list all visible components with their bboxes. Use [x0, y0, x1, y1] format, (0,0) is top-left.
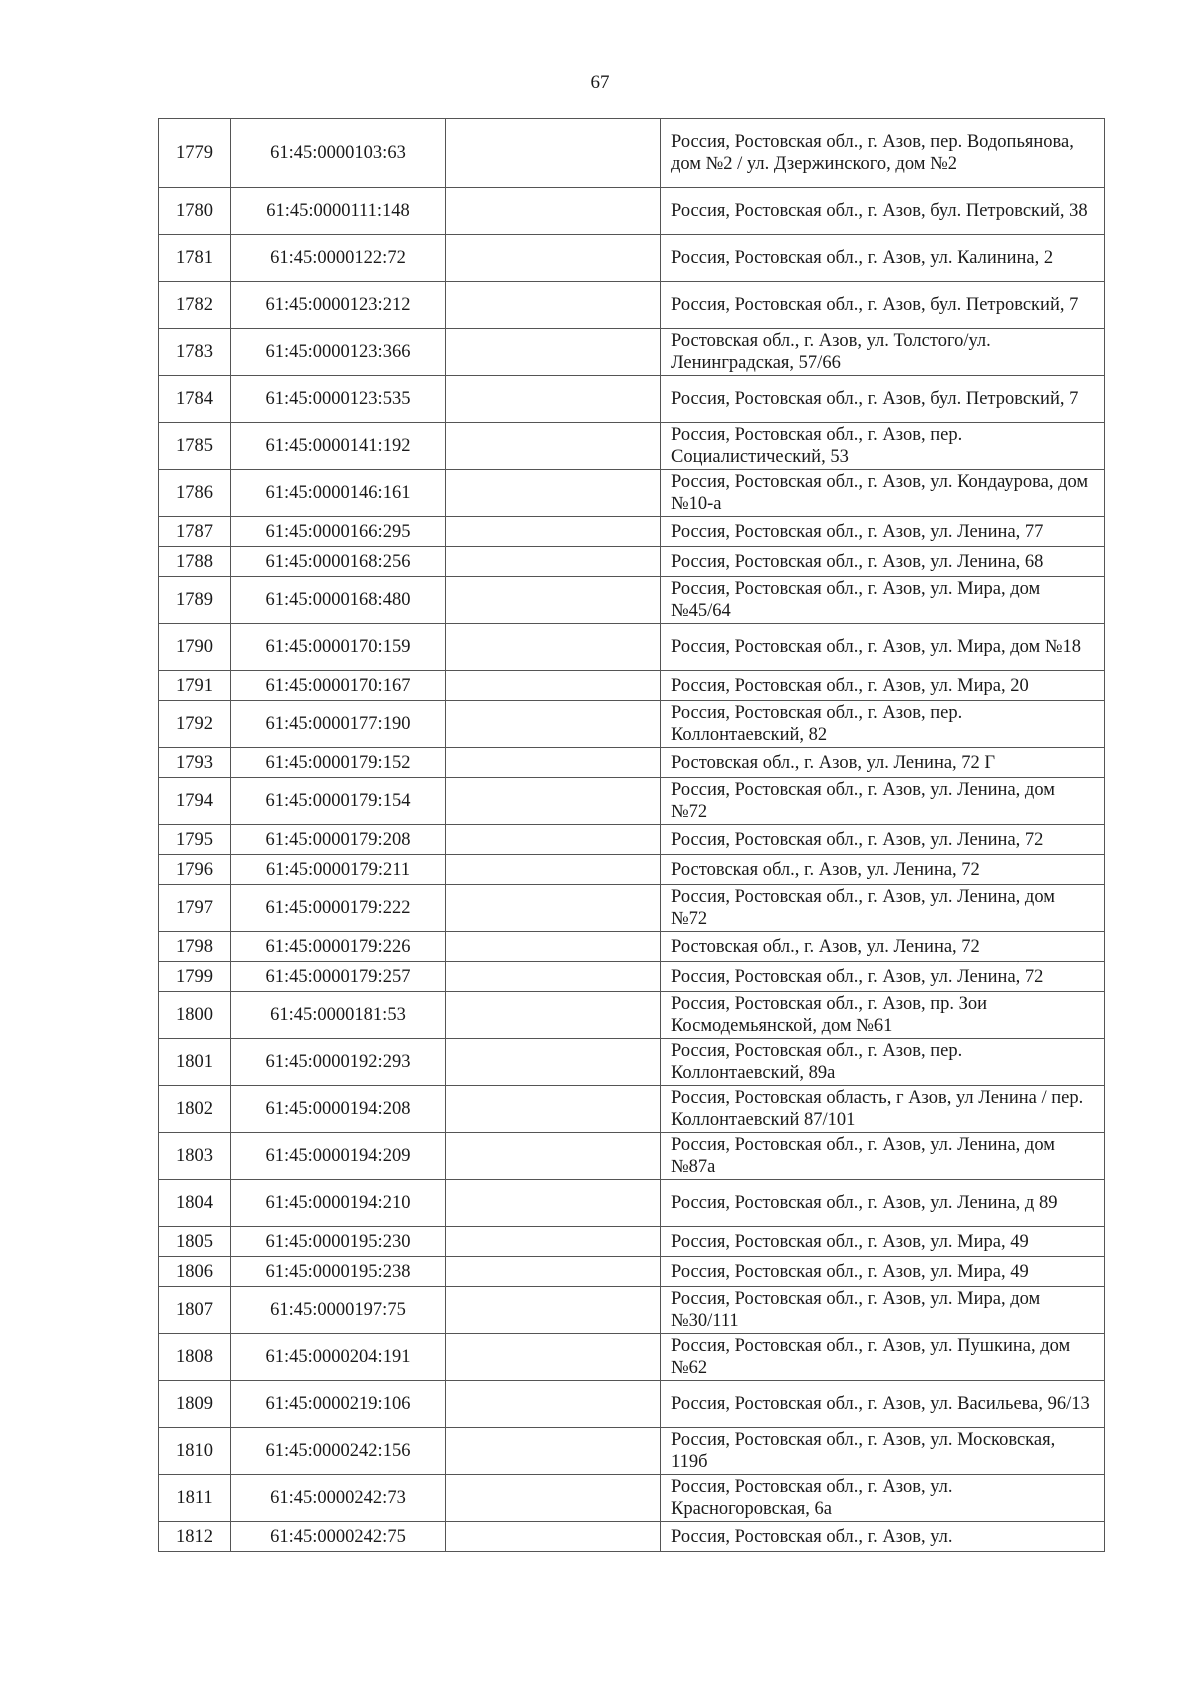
empty-cell — [446, 329, 661, 376]
row-number-cell: 1812 — [159, 1522, 231, 1552]
empty-cell — [446, 701, 661, 748]
row-number-cell: 1792 — [159, 701, 231, 748]
address-cell: Россия, Ростовская обл., г. Азов, ул. Мира, дом №18 — [661, 624, 1105, 671]
empty-cell — [446, 992, 661, 1039]
empty-cell — [446, 1522, 661, 1552]
cadastral-number-cell: 61:45:0000197:75 — [231, 1287, 446, 1334]
cadastral-number-cell: 61:45:0000181:53 — [231, 992, 446, 1039]
empty-cell — [446, 825, 661, 855]
address-cell: Россия, Ростовская область, г Азов, ул Ленина / пер. Коллонтаевский 87/101 — [661, 1086, 1105, 1133]
cadastral-number-cell: 61:45:0000195:238 — [231, 1257, 446, 1287]
row-number-cell: 1791 — [159, 671, 231, 701]
row-number-cell: 1788 — [159, 547, 231, 577]
empty-cell — [446, 577, 661, 624]
empty-cell — [446, 885, 661, 932]
empty-cell — [446, 517, 661, 547]
row-number-cell: 1799 — [159, 962, 231, 992]
cadastral-number-cell: 61:45:0000179:257 — [231, 962, 446, 992]
row-number-cell: 1794 — [159, 778, 231, 825]
cadastral-number-cell: 61:45:0000179:154 — [231, 778, 446, 825]
address-cell: Россия, Ростовская обл., г. Азов, ул. Кондаурова, дом №10-а — [661, 470, 1105, 517]
table-row — [159, 748, 1105, 778]
address-cell: Россия, Ростовская обл., г. Азов, ул. Мира, дом №30/111 — [661, 1287, 1105, 1334]
empty-cell — [446, 1180, 661, 1227]
row-number-cell: 1810 — [159, 1428, 231, 1475]
row-number-cell: 1780 — [159, 188, 231, 235]
cadastral-number-cell: 61:45:0000179:222 — [231, 885, 446, 932]
table-row — [159, 1428, 1105, 1475]
cadastral-number-cell: 61:45:0000141:192 — [231, 423, 446, 470]
row-number-cell: 1803 — [159, 1133, 231, 1180]
address-cell: Ростовская обл., г. Азов, ул. Ленина, 72 — [661, 932, 1105, 962]
empty-cell — [446, 671, 661, 701]
table-row — [159, 423, 1105, 470]
row-number-cell: 1801 — [159, 1039, 231, 1086]
empty-cell — [446, 932, 661, 962]
address-cell: Россия, Ростовская обл., г. Азов, ул. Калинина, 2 — [661, 235, 1105, 282]
cadastral-number-cell: 61:45:0000123:212 — [231, 282, 446, 329]
cadastral-number-cell: 61:45:0000168:256 — [231, 547, 446, 577]
address-cell: Россия, Ростовская обл., г. Азов, бул. Петровский, 38 — [661, 188, 1105, 235]
table-row — [159, 855, 1105, 885]
address-cell: Россия, Ростовская обл., г. Азов, ул. Васильева, 96/13 — [661, 1381, 1105, 1428]
empty-cell — [446, 1039, 661, 1086]
table-row — [159, 470, 1105, 517]
empty-cell — [446, 1257, 661, 1287]
row-number-cell: 1785 — [159, 423, 231, 470]
table-row — [159, 992, 1105, 1039]
address-cell: Россия, Ростовская обл., г. Азов, ул. Московская, 119б — [661, 1428, 1105, 1475]
cadastral-number-cell: 61:45:0000242:75 — [231, 1522, 446, 1552]
cadastral-number-cell: 61:45:0000179:226 — [231, 932, 446, 962]
address-cell: Россия, Ростовская обл., г. Азов, ул. Мира, 49 — [661, 1227, 1105, 1257]
empty-cell — [446, 748, 661, 778]
table-row — [159, 885, 1105, 932]
empty-cell — [446, 1133, 661, 1180]
table-row — [159, 1227, 1105, 1257]
row-number-cell: 1805 — [159, 1227, 231, 1257]
address-cell: Россия, Ростовская обл., г. Азов, ул. Ленина, д 89 — [661, 1180, 1105, 1227]
table-row — [159, 778, 1105, 825]
table-row — [159, 577, 1105, 624]
table-row — [159, 1133, 1105, 1180]
empty-cell — [446, 119, 661, 188]
row-number-cell: 1807 — [159, 1287, 231, 1334]
address-cell: Россия, Ростовская обл., г. Азов, ул. Ленина, 72 — [661, 962, 1105, 992]
table-row — [159, 1086, 1105, 1133]
row-number-cell: 1795 — [159, 825, 231, 855]
table-row — [159, 932, 1105, 962]
cadastral-number-cell: 61:45:0000242:73 — [231, 1475, 446, 1522]
address-cell: Россия, Ростовская обл., г. Азов, ул. — [661, 1522, 1105, 1552]
address-cell: Россия, Ростовская обл., г. Азов, пер. Социалистический, 53 — [661, 423, 1105, 470]
table-row — [159, 1257, 1105, 1287]
empty-cell — [446, 1475, 661, 1522]
cadastral-number-cell: 61:45:0000168:480 — [231, 577, 446, 624]
address-cell: Россия, Ростовская обл., г. Азов, бул. Петровский, 7 — [661, 282, 1105, 329]
empty-cell — [446, 470, 661, 517]
cadastral-number-cell: 61:45:0000146:161 — [231, 470, 446, 517]
empty-cell — [446, 1086, 661, 1133]
address-cell: Россия, Ростовская обл., г. Азов, ул. Ленина, дом №72 — [661, 885, 1105, 932]
address-cell: Россия, Ростовская обл., г. Азов, ул. Ленина, 77 — [661, 517, 1105, 547]
cadastral-number-cell: 61:45:0000170:167 — [231, 671, 446, 701]
page-number: 67 — [590, 72, 610, 93]
cadastral-number-cell: 61:45:0000179:211 — [231, 855, 446, 885]
row-number-cell: 1779 — [159, 119, 231, 188]
cadastral-number-cell: 61:45:0000179:152 — [231, 748, 446, 778]
table-row — [159, 624, 1105, 671]
address-cell: Россия, Ростовская обл., г. Азов, бул. Петровский, 7 — [661, 376, 1105, 423]
cadastral-number-cell: 61:45:0000179:208 — [231, 825, 446, 855]
address-cell: Россия, Ростовская обл., г. Азов, ул. Красногоровская, 6а — [661, 1475, 1105, 1522]
cadastral-number-cell: 61:45:0000204:191 — [231, 1334, 446, 1381]
table-row — [159, 235, 1105, 282]
empty-cell — [446, 282, 661, 329]
row-number-cell: 1793 — [159, 748, 231, 778]
empty-cell — [446, 423, 661, 470]
registry-table — [158, 118, 1105, 1552]
row-number-cell: 1796 — [159, 855, 231, 885]
cadastral-number-cell: 61:45:0000166:295 — [231, 517, 446, 547]
address-cell: Ростовская обл., г. Азов, ул. Ленина, 72 — [661, 855, 1105, 885]
registry-body — [159, 119, 1105, 1552]
row-number-cell: 1782 — [159, 282, 231, 329]
cadastral-number-cell: 61:45:0000195:230 — [231, 1227, 446, 1257]
address-cell: Россия, Ростовская обл., г. Азов, пер. Коллонтаевский, 82 — [661, 701, 1105, 748]
address-cell: Россия, Ростовская обл., г. Азов, ул. Мира, 49 — [661, 1257, 1105, 1287]
empty-cell — [446, 1287, 661, 1334]
table-row — [159, 962, 1105, 992]
table-row — [159, 188, 1105, 235]
address-cell: Ростовская обл., г. Азов, ул. Толстого/ул. Ленинградская, 57/66 — [661, 329, 1105, 376]
table-row — [159, 1522, 1105, 1552]
row-number-cell: 1806 — [159, 1257, 231, 1287]
address-cell: Ростовская обл., г. Азов, ул. Ленина, 72 Г — [661, 748, 1105, 778]
address-cell: Россия, Ростовская обл., г. Азов, пр. Зои Космодемьянской, дом №61 — [661, 992, 1105, 1039]
row-number-cell: 1781 — [159, 235, 231, 282]
empty-cell — [446, 188, 661, 235]
cadastral-number-cell: 61:45:0000170:159 — [231, 624, 446, 671]
cadastral-number-cell: 61:45:0000123:535 — [231, 376, 446, 423]
table-row — [159, 671, 1105, 701]
address-cell: Россия, Ростовская обл., г. Азов, ул. Пушкина, дом №62 — [661, 1334, 1105, 1381]
table-row — [159, 517, 1105, 547]
empty-cell — [446, 624, 661, 671]
cadastral-number-cell: 61:45:0000122:72 — [231, 235, 446, 282]
row-number-cell: 1786 — [159, 470, 231, 517]
cadastral-number-cell: 61:45:0000194:208 — [231, 1086, 446, 1133]
cadastral-number-cell: 61:45:0000242:156 — [231, 1428, 446, 1475]
row-number-cell: 1784 — [159, 376, 231, 423]
table-row — [159, 1334, 1105, 1381]
table-row — [159, 701, 1105, 748]
row-number-cell: 1808 — [159, 1334, 231, 1381]
cadastral-number-cell: 61:45:0000177:190 — [231, 701, 446, 748]
row-number-cell: 1797 — [159, 885, 231, 932]
empty-cell — [446, 547, 661, 577]
table-row — [159, 825, 1105, 855]
cadastral-number-cell: 61:45:0000192:293 — [231, 1039, 446, 1086]
empty-cell — [446, 855, 661, 885]
row-number-cell: 1804 — [159, 1180, 231, 1227]
cadastral-number-cell: 61:45:0000103:63 — [231, 119, 446, 188]
address-cell: Россия, Ростовская обл., г. Азов, ул. Мира, 20 — [661, 671, 1105, 701]
empty-cell — [446, 235, 661, 282]
table-row — [159, 1381, 1105, 1428]
row-number-cell: 1783 — [159, 329, 231, 376]
empty-cell — [446, 1381, 661, 1428]
table-row — [159, 1475, 1105, 1522]
cadastral-number-cell: 61:45:0000194:210 — [231, 1180, 446, 1227]
table-row — [159, 329, 1105, 376]
address-cell: Россия, Ростовская обл., г. Азов, ул. Ленина, 68 — [661, 547, 1105, 577]
empty-cell — [446, 1227, 661, 1257]
row-number-cell: 1800 — [159, 992, 231, 1039]
row-number-cell: 1798 — [159, 932, 231, 962]
table-row — [159, 1039, 1105, 1086]
cadastral-number-cell: 61:45:0000194:209 — [231, 1133, 446, 1180]
address-cell: Россия, Ростовская обл., г. Азов, ул. Мира, дом №45/64 — [661, 577, 1105, 624]
table-row — [159, 376, 1105, 423]
row-number-cell: 1789 — [159, 577, 231, 624]
empty-cell — [446, 376, 661, 423]
empty-cell — [446, 962, 661, 992]
table-row — [159, 1180, 1105, 1227]
address-cell: Россия, Ростовская обл., г. Азов, ул. Ленина, дом №87а — [661, 1133, 1105, 1180]
cadastral-number-cell: 61:45:0000219:106 — [231, 1381, 446, 1428]
address-cell: Россия, Ростовская обл., г. Азов, ул. Ленина, 72 — [661, 825, 1105, 855]
empty-cell — [446, 1334, 661, 1381]
empty-cell — [446, 1428, 661, 1475]
table-row — [159, 119, 1105, 188]
row-number-cell: 1809 — [159, 1381, 231, 1428]
row-number-cell: 1802 — [159, 1086, 231, 1133]
empty-cell — [446, 778, 661, 825]
table-row — [159, 1287, 1105, 1334]
row-number-cell: 1787 — [159, 517, 231, 547]
address-cell: Россия, Ростовская обл., г. Азов, пер. Водопьянова, дом №2 / ул. Дзержинского, дом №2 — [661, 119, 1105, 188]
address-cell: Россия, Ростовская обл., г. Азов, пер. Коллонтаевский, 89а — [661, 1039, 1105, 1086]
address-cell: Россия, Ростовская обл., г. Азов, ул. Ленина, дом №72 — [661, 778, 1105, 825]
table-row — [159, 282, 1105, 329]
table-row — [159, 547, 1105, 577]
cadastral-number-cell: 61:45:0000111:148 — [231, 188, 446, 235]
cadastral-number-cell: 61:45:0000123:366 — [231, 329, 446, 376]
row-number-cell: 1790 — [159, 624, 231, 671]
row-number-cell: 1811 — [159, 1475, 231, 1522]
